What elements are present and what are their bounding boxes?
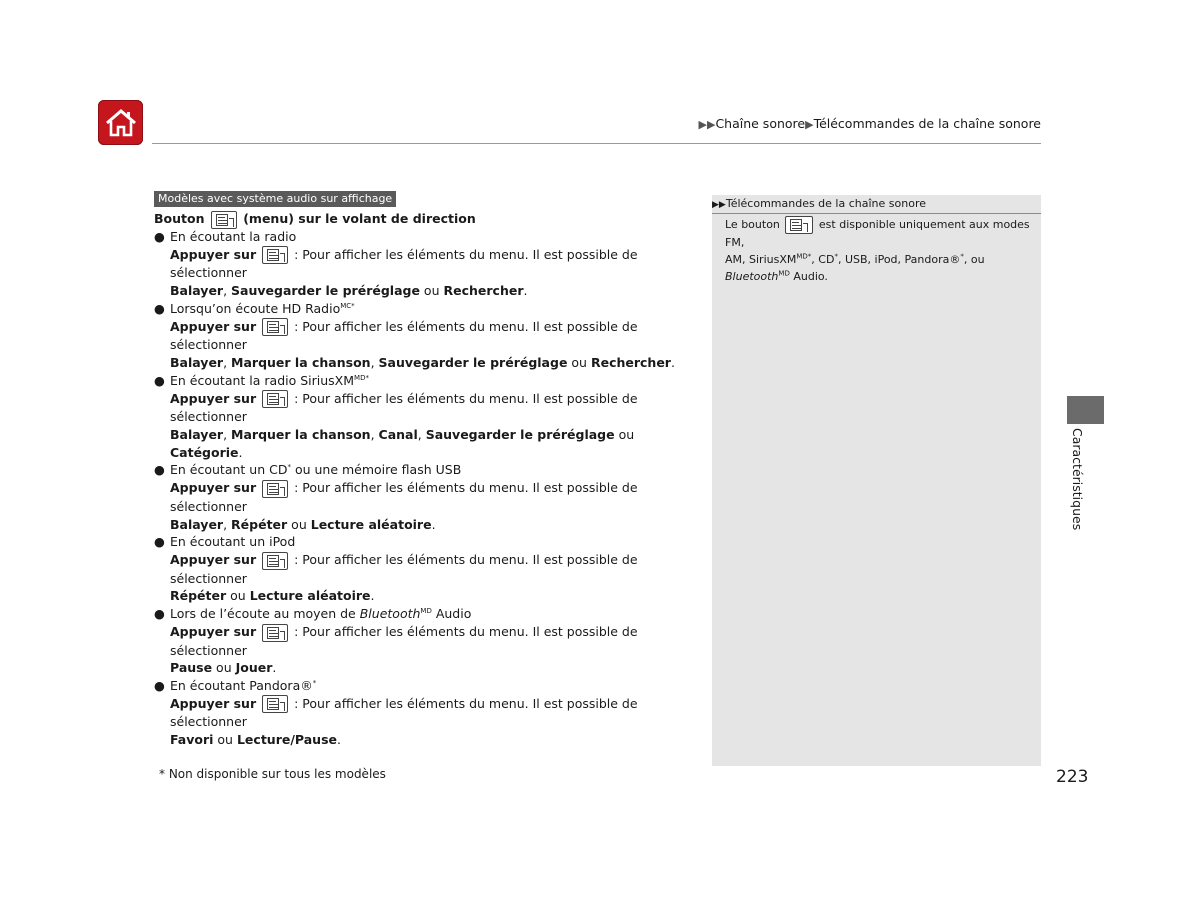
chapter-tab-marker[interactable] [1067,396,1104,424]
list-item-hd-radio [154,300,694,372]
superscript: MC* [340,301,355,310]
press-description: : Pour afficher les éléments du menu. Il est possible de sélectionner [170,318,638,353]
superscript: MD* [796,252,812,261]
condition-text: En écoutant un iPod [170,534,296,550]
superscript: * [960,252,964,261]
superscript: * [834,252,838,261]
condition-text: En écoutant la radio SiriusXM [170,372,355,388]
condition-text: Audio [431,606,472,622]
bullet-icon: ● [154,606,165,622]
section-heading [154,208,476,230]
option-text: Sauvegarder le préréglage [231,283,420,299]
menu-button-icon [262,695,288,713]
sidebar-text: Le bouton [725,218,780,231]
separator: ou [213,732,237,748]
press-description: : Pour afficher les éléments du menu. Il est possible de sélectionner [170,552,638,586]
option-text: Rechercher [443,283,524,299]
press-label: Appuyer sur [170,318,257,334]
detail-text: Appuyer sur : Pour afficher les éléments du menu. Il est possible de sélectionner Balayer, Répéter ou Lecture aléatoire. [170,480,638,532]
separator: , [223,283,232,299]
bullet-icon: ● [154,678,165,694]
superscript: MD* [354,373,369,382]
heading-text-after: (menu) sur le volant de direction [243,211,476,226]
condition-text: Lors de l’écoute au moyen de [170,606,360,622]
superscript: MD [778,269,790,278]
option-text: Répéter [170,588,227,604]
sidebar-italic: Bluetooth [725,270,779,283]
separator: ou [226,588,250,604]
press-label: Appuyer sur [170,695,257,711]
chapter-tab-label[interactable]: Caractéristiques [1070,428,1085,531]
superscript: * [287,463,291,472]
option-text: Canal [378,426,418,442]
superscript: MD [420,607,432,616]
separator: , [417,426,426,442]
separator: , [370,426,379,442]
model-tag: Modèles avec système audio sur affichage [154,191,396,207]
condition-text: Lorsqu’on écoute HD Radio [170,300,341,316]
press-description: : Pour afficher les éléments du menu. Il est possible de sélectionner [170,390,638,425]
option-text: Catégorie [170,444,239,460]
separator: , [223,426,232,442]
sidebar-text: Audio. [789,270,828,283]
menu-button-icon [785,216,813,234]
home-icon[interactable] [98,100,143,145]
bullet-icon: ● [154,462,165,478]
sidebar-note [712,195,1041,766]
list-item-siriusxm [154,372,694,462]
option-text: Balayer [170,516,224,532]
sidebar-text: est disponible uniquement aux modes FM, [725,218,1030,249]
separator: , [223,516,232,532]
sidebar-title-text: Télécommandes de la chaîne sonore [725,197,926,210]
condition-text: En écoutant Pandora® [170,678,313,694]
condition-italic: Bluetooth [359,606,421,622]
option-text: Balayer [170,283,224,299]
bullet-icon: ● [154,372,165,388]
list-item-pandora [154,677,694,749]
menu-button-icon [262,552,288,570]
superscript: * [312,678,317,687]
menu-button-icon [262,624,288,642]
option-text: Pause [170,660,213,676]
heading-text-before: Bouton [154,211,205,226]
separator: ou [287,516,311,532]
function-list [154,228,694,749]
press-label: Appuyer sur [170,480,257,496]
sidebar-text: , USB, iPod, Pandora® [837,253,961,266]
press-description: : Pour afficher les éléments du menu. Il est possible de sélectionner [170,624,638,658]
bullet-icon: ● [154,300,165,316]
menu-button-icon [262,480,288,498]
reference-marker-icon: ▶▶ [712,200,726,210]
list-item-bluetooth [154,605,694,677]
bullet-icon: ● [154,229,165,244]
triangle-right-icon: ▶▶ [698,118,716,131]
separator: ou [614,426,635,442]
press-description: : Pour afficher les éléments du menu. Il est possible de sélectionner [170,246,638,281]
separator: ou [419,283,444,299]
separator: , [370,354,379,370]
press-label: Appuyer sur [170,390,257,406]
option-text: Rechercher [590,354,671,370]
detail-text: Appuyer sur : Pour afficher les éléments du menu. Il est possible de sélectionner Répéter ou Lecture aléatoire. [170,552,638,604]
bullet-icon: ● [154,534,165,550]
press-label: Appuyer sur [170,246,257,262]
press-description: : Pour afficher les éléments du menu. Il est possible de sélectionner [170,480,638,514]
sidebar-text: , ou [963,253,985,266]
sidebar-body [725,216,1035,285]
option-text: Favori [170,732,214,748]
breadcrumb-item-remote-controls[interactable]: Télécommandes de la chaîne sonore [813,116,1041,131]
option-text: Balayer [170,354,224,370]
breadcrumb-item-sound-system[interactable]: Chaîne sonore [715,116,806,131]
option-text: Marquer la chanson [231,354,371,370]
press-label: Appuyer sur [170,624,257,640]
menu-button-icon [211,211,237,229]
option-text: Lecture/Pause [236,732,337,748]
condition-text: ou une mémoire flash USB [290,462,462,478]
triangle-right-icon: ▶ [805,118,814,131]
menu-button-icon [262,318,288,336]
separator: ou [212,660,236,676]
separator: ou [567,354,591,370]
press-description: : Pour afficher les éléments du menu. Il est possible de sélectionner [170,695,638,730]
house-glyph [104,108,138,138]
list-item-cd-usb [154,461,694,533]
detail-text: Appuyer sur : Pour afficher les éléments du menu. Il est possible de sélectionner Favori ou Lecture/Pause. [170,695,638,748]
detail-text: Appuyer sur : Pour afficher les éléments du menu. Il est possible de sélectionner Balayer, Marquer la chanson, Canal, Sauvegarder le préréglage ou Catégorie. [170,390,638,460]
sidebar-title [712,195,1041,214]
separator: , [223,354,232,370]
menu-button-icon [262,390,288,408]
breadcrumb [699,116,1041,131]
option-text: Lecture aléatoire [310,516,432,532]
list-item-radio [154,228,694,300]
option-text: Balayer [170,426,224,442]
condition-text: En écoutant un CD [170,462,288,478]
header-divider [152,143,1041,144]
option-text: Marquer la chanson [231,426,371,442]
list-item-ipod [154,533,694,605]
option-text: Sauvegarder le préréglage [378,354,568,370]
detail-text: Appuyer sur : Pour afficher les éléments du menu. Il est possible de sélectionner Balayer, Marquer la chanson, Sauvegarder le préréglage ou Rechercher. [170,318,675,370]
option-text: Répéter [231,516,288,532]
press-label: Appuyer sur [170,552,257,568]
sidebar-text: , CD [811,253,835,266]
option-text: Sauvegarder le préréglage [425,426,615,442]
option-text: Lecture aléatoire [249,588,371,604]
condition-text: En écoutant la radio [170,229,297,244]
detail-text: Appuyer sur : Pour afficher les éléments du menu. Il est possible de sélectionner Balayer, Sauvegarder le préréglage ou Rechercher. [170,246,638,299]
footnote: * Non disponible sur tous les modèles [159,767,386,781]
detail-text: Appuyer sur : Pour afficher les éléments du menu. Il est possible de sélectionner Pause ou Jouer. [170,624,638,676]
sidebar-text: AM, SiriusXM [725,253,797,266]
menu-button-icon [262,246,288,264]
option-text: Jouer [235,660,273,676]
page-number: 223 [1056,767,1089,787]
